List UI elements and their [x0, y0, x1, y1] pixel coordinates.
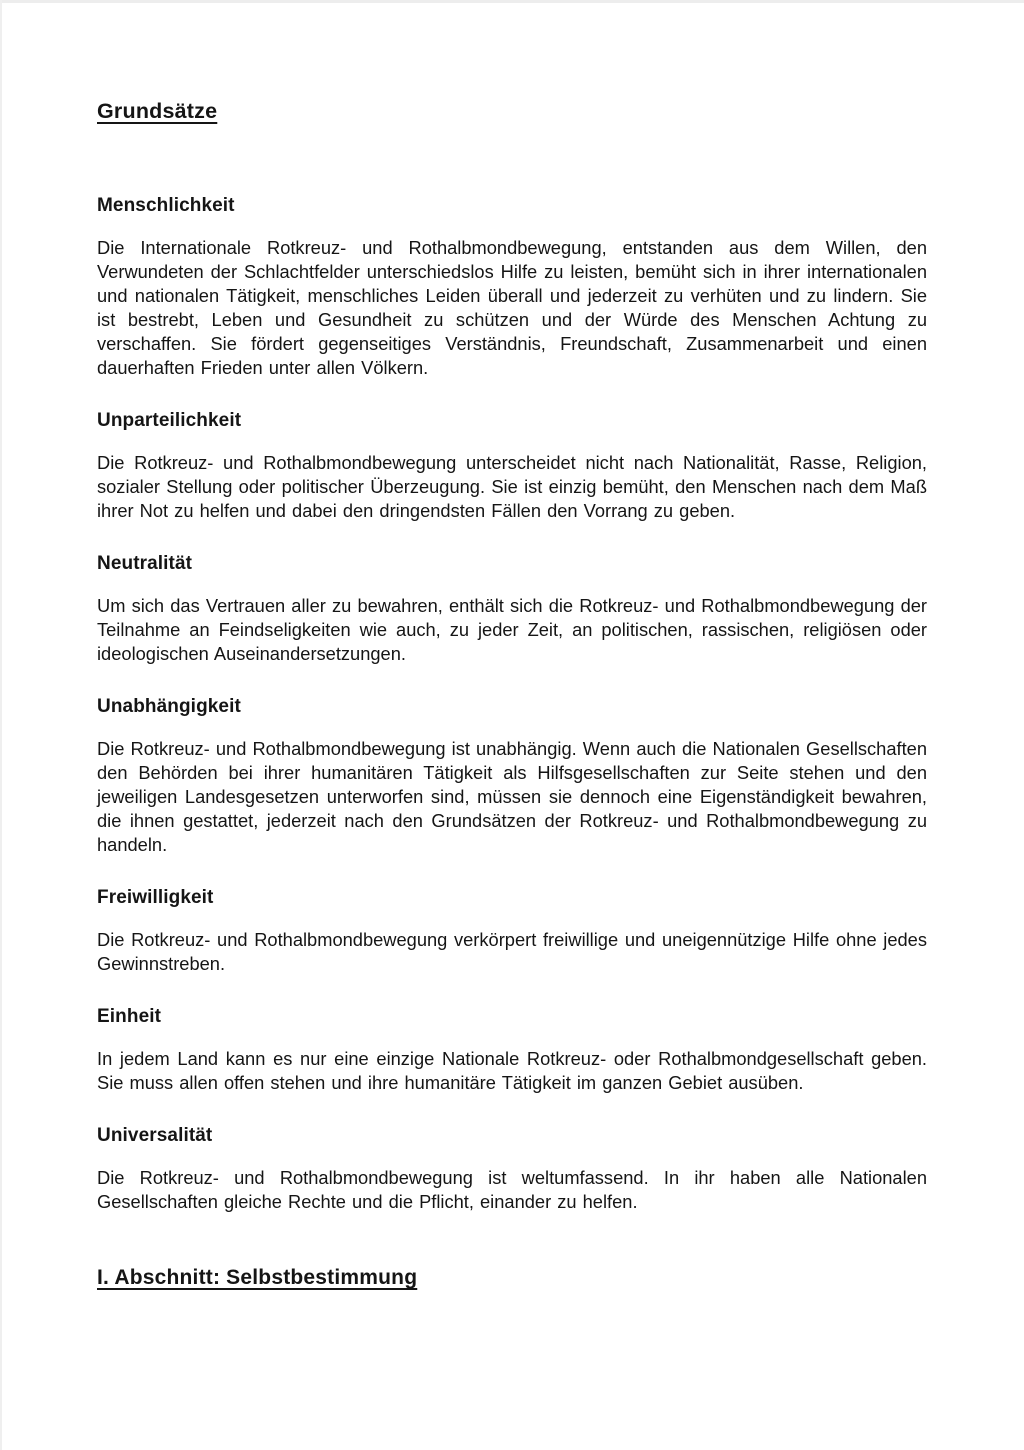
section-heading: Menschlichkeit [97, 195, 235, 216]
section-freiwilligkeit [97, 886, 927, 976]
section-unabhaengigkeit [97, 695, 927, 857]
section-paragraph: Die Internationale Rotkreuz- und Rothalbmondbewegung, entstanden aus dem Willen, den Verwundeten der Schlachtfelder unterschiedslos Hilfe zu leisten, bemüht sich in ihrer internationalen und nationalen Tätigkeit, menschliches Leiden überall und jederzeit zu verhüten und zu lindern. Sie ist bestrebt, Leben und Gesundheit zu schützen und der Würde des Menschen Achtung zu verschaffen. Sie fördert gegenseitiges Verständnis, Freundschaft, Zusammenarbeit und einen dauerhaften Frieden unter allen Völkern. [97, 237, 927, 378]
section-heading: Neutralität [97, 553, 193, 574]
section-heading: Universalität [97, 1125, 213, 1146]
closing-section-heading: I. Abschnitt: Selbstbestimmung [97, 1266, 418, 1289]
section-paragraph: Die Rotkreuz- und Rothalbmondbewegung unterscheidet nicht nach Nationalität, Rasse, Religion, sozialer Stellung oder politischer Überzeugung. Sie ist einzig bemüht, den Menschen nach dem Maß ihrer Not zu helfen und dabei den dringendsten Fällen den Vorrang zu geben. [97, 452, 927, 521]
section-paragraph: Die Rotkreuz- und Rothalbmondbewegung ist weltumfassend. In ihr haben alle Nationalen Gesellschaften gleiche Rechte und die Pflicht, einander zu helfen. [97, 1167, 927, 1212]
section-paragraph: Um sich das Vertrauen aller zu bewahren, enthält sich die Rotkreuz- und Rothalbmondbewegung der Teilnahme an Feindseligkeiten wie auch, zu jeder Zeit, an politischen, rassischen, religiösen oder ideologischen Auseinandersetzungen. [97, 595, 927, 664]
section-paragraph: Die Rotkreuz- und Rothalbmondbewegung ist unabhängig. Wenn auch die Nationalen Gesellschaften den Behörden bei ihrer humanitären Tätigkeit als Hilfsgesellschaften zur Seite stehen und den jeweiligen Landesgesetzen unterworfen sind, müssen sie dennoch eine Eigenständigkeit bewahren, die ihnen gestattet, jederzeit nach den Grundsätzen der Rotkreuz- und Rothalbmondbewegung zu handeln. [97, 738, 927, 855]
section-menschlichkeit [97, 194, 927, 380]
section-heading: Einheit [97, 1006, 162, 1027]
section-universalitaet [97, 1124, 927, 1214]
section-unparteilichkeit [97, 409, 927, 523]
section-paragraph: In jedem Land kann es nur eine einzige Nationale Rotkreuz- oder Rothalbmondgesellschaft geben. Sie muss allen offen stehen und ihre humanitäre Tätigkeit im ganzen Gebiet ausüben. [97, 1048, 927, 1093]
section-heading: Unabhängigkeit [97, 696, 241, 717]
section-heading: Unparteilichkeit [97, 410, 242, 431]
section-neutralitaet [97, 552, 927, 666]
section-einheit [97, 1005, 927, 1095]
document-title: Grundsätze [97, 99, 218, 123]
section-heading: Freiwilligkeit [97, 887, 214, 908]
section-paragraph: Die Rotkreuz- und Rothalbmondbewegung verkörpert freiwillige und uneigennützige Hilfe ohne jedes Gewinnstreben. [97, 929, 927, 974]
